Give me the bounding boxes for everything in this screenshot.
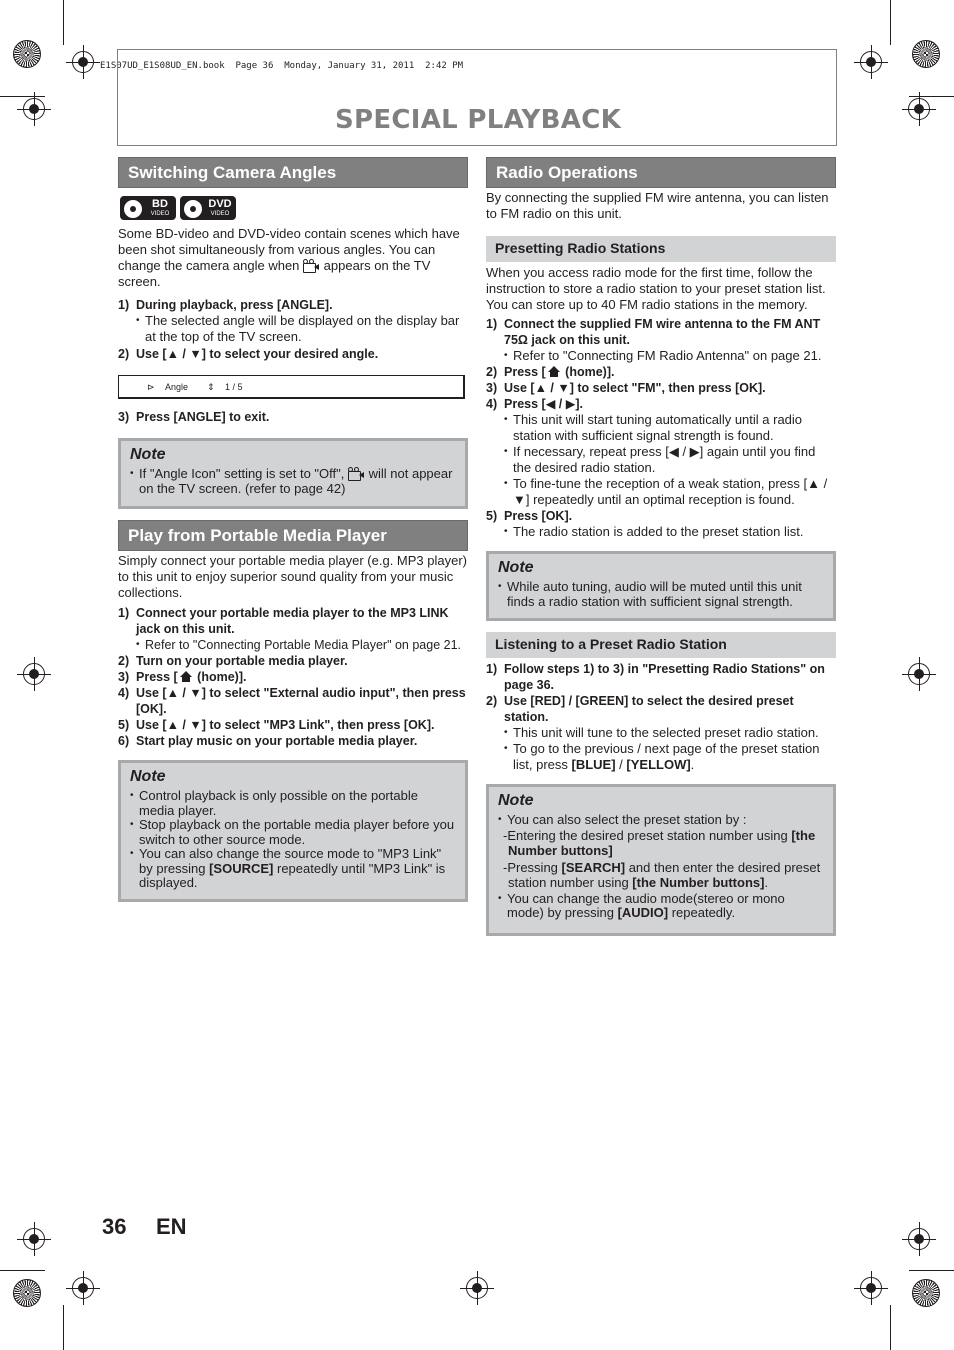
preset-step-4-bullet: • This unit will start tuning automatically until a radio station with sufficient signal strength is found. <box>504 412 836 444</box>
registration-mark <box>860 51 882 73</box>
portable-step-2: 2) Turn on your portable media player. <box>118 654 348 668</box>
note-item: • You can change the audio mode(stereo or mono mode) by pressing [AUDIO] repeatedly. <box>498 892 824 921</box>
starburst-mark <box>13 40 41 68</box>
portable-step-6: 6) Start play music on your portable media player. <box>118 734 418 748</box>
radio-intro: By connecting the supplied FM wire antenna, you can listen to FM radio on this unit. <box>486 190 829 221</box>
left-column <box>118 157 468 902</box>
preset-step-4-bullet: • To fine-tune the reception of a weak station, press [▲ / ▼] repeatedly until an optimal reception is found. <box>504 476 836 508</box>
camera-angle-icon <box>303 259 320 271</box>
preset-step-4-bullet: • If necessary, repeat press [◀ / ▶] again until you find the desired radio station. <box>504 444 836 476</box>
starburst-mark <box>912 1279 940 1307</box>
portable-step-1: 1) Connect your portable media player to the MP3 LINK jack on this unit. • Refer to "Connecting Portable Media Player" on page 21. <box>118 605 468 653</box>
book-header: E1S07UD_E1S08UD_EN.book Page 36 Monday, January 31, 2011 2:42 PM <box>100 61 464 71</box>
crop-mark <box>0 1270 45 1271</box>
crop-mark <box>63 1305 64 1350</box>
listen-note <box>486 784 836 936</box>
note-item: • You can also change the source mode to "MP3 Link" by pressing [SOURCE] repeatedly until "MP3 Link" is displayed. <box>130 847 456 891</box>
disc-icons <box>120 196 468 222</box>
registration-mark <box>908 98 930 120</box>
note-title: Note <box>498 559 534 576</box>
home-icon <box>180 671 192 682</box>
angle-arrow-icon: ⊳ <box>147 382 155 392</box>
title-frame <box>117 49 837 146</box>
registration-mark <box>908 663 930 685</box>
section-heading-portable: Play from Portable Media Player <box>118 520 468 551</box>
note-item: • While auto tuning, audio will be muted until this unit finds a radio station with sufficient signal strength. <box>498 580 824 609</box>
subheading-presetting: Presetting Radio Stations <box>486 236 836 262</box>
portable-step-1-bullet: • Refer to "Connecting Portable Media Player" on page 21. <box>136 637 468 653</box>
note-title: Note <box>498 792 534 809</box>
listen-step-2-bullet: • This unit will tune to the selected preset radio station. <box>504 725 836 741</box>
camera-step-3: 3) Press [ANGLE] to exit. <box>118 410 270 424</box>
listen-step-1: 1) Follow steps 1) to 3) in "Presetting Radio Stations" on page 36. <box>486 662 825 692</box>
camera-step-1: 1) During playback, press [ANGLE]. • The selected angle will be displayed on the display bar at the top of the TV screen. <box>118 297 468 345</box>
updown-icon: ⇕ <box>207 382 215 392</box>
crop-mark <box>0 96 45 97</box>
preset-step-1: 1) Connect the supplied FM wire antenna to the FM ANT 75Ω jack on this unit. • Refer to "Connecting FM Radio Antenna" on page 21. <box>486 316 836 364</box>
crop-mark <box>890 1305 891 1350</box>
preset-step-3: 3) Use [▲ / ▼] to select "FM", then press [OK]. <box>486 381 766 395</box>
preset-step-5-bullet: • The radio station is added to the preset station list. <box>504 524 836 540</box>
preset-step-5: 5) Press [OK]. • The radio station is added to the preset station list. <box>486 508 836 540</box>
note-item: • Stop playback on the portable media player before you switch to other source mode. <box>130 818 456 847</box>
portable-step-3: 3) Press [ (home)]. <box>118 670 247 684</box>
camera-intro: Some BD-video and DVD-video contain scenes which have been shot simultaneously from various angles. You can change the camera angle when appears on the TV screen. <box>118 226 460 289</box>
crop-mark <box>909 1270 954 1271</box>
preset-step-4: 4) Press [◀ / ▶]. • This unit will start tuning automatically until a radio station with sufficient signal strength is found. • If necessary, repeat press [◀ / ▶] again until you find the desired radio station. • To fine-tune the reception of a weak station, press [▲ / ▼] repeatedly until an optimal reception is found. <box>486 396 836 508</box>
registration-mark <box>23 663 45 685</box>
section-heading-camera: Switching Camera Angles <box>118 157 468 188</box>
portable-note <box>118 760 468 902</box>
language-code: EN <box>156 1214 187 1239</box>
camera-angle-icon <box>348 467 365 479</box>
subheading-listening: Listening to a Preset Radio Station <box>486 632 836 658</box>
crop-mark <box>63 0 64 45</box>
registration-mark <box>23 1228 45 1250</box>
registration-mark <box>72 51 94 73</box>
listen-step-2: 2) Use [RED] / [GREEN] to select the desired preset station. • This unit will tune to the selected preset radio station. • To go to the previous / next page of the preset station list, press [BLUE] / [YELLOW]. <box>486 693 836 773</box>
camera-note <box>118 438 468 509</box>
crop-mark <box>890 0 891 45</box>
note-item: • You can also select the preset station by : <box>498 813 824 828</box>
note-dash-item: -Pressing [SEARCH] and then enter the desired preset station number using [the Number buttons]. <box>503 859 821 890</box>
angle-label: Angle <box>165 382 189 392</box>
note-title: Note <box>130 446 166 463</box>
registration-mark <box>72 1277 94 1299</box>
note-item: • If "Angle Icon" setting is set to "Off", will not appear on the TV screen. (refer to page 42) <box>130 467 456 496</box>
starburst-mark <box>13 1279 41 1307</box>
listen-step-2-bullet: • To go to the previous / next page of the preset station list, press [BLUE] / [YELLOW]. <box>504 741 836 773</box>
starburst-mark <box>912 40 940 68</box>
portable-intro: Simply connect your portable media player (e.g. MP3 player) to this unit to enjoy superior sound quality from your music collections. <box>118 553 467 600</box>
note-title: Note <box>130 768 166 785</box>
preset-step-1-bullet: • Refer to "Connecting FM Radio Antenna" on page 21. <box>504 348 836 364</box>
registration-mark <box>860 1277 882 1299</box>
portable-step-5: 5) Use [▲ / ▼] to select "MP3 Link", then press [OK]. <box>118 718 435 732</box>
page-number: 36 <box>102 1214 127 1239</box>
bd-video-icon: BD VIDEO <box>120 196 176 220</box>
preset-step-2: 2) Press [ (home)]. <box>486 365 615 379</box>
angle-display-bar <box>118 375 465 399</box>
home-icon <box>548 366 560 377</box>
right-column <box>486 157 836 936</box>
crop-mark <box>909 96 954 97</box>
registration-mark <box>23 98 45 120</box>
section-heading-radio: Radio Operations <box>486 157 836 188</box>
portable-step-4: 4) Use [▲ / ▼] to select "External audio input", then press [OK]. <box>118 686 466 716</box>
dvd-video-icon: DVD VIDEO <box>180 196 236 220</box>
registration-mark <box>466 1277 488 1299</box>
page-title: SPECIAL PLAYBACK <box>334 105 622 135</box>
note-item: • Control playback is only possible on the portable media player. <box>130 789 456 818</box>
preset-note <box>486 551 836 621</box>
note-dash-item: -Entering the desired preset station number using [the Number buttons] <box>503 827 816 858</box>
camera-step-2: 2) Use [▲ / ▼] to select your desired angle. <box>118 347 379 361</box>
preset-intro: When you access radio mode for the first time, follow the instruction to store a radio station to your preset station list. You can store up to 40 FM radio stations in the memory. <box>486 265 826 312</box>
camera-step-1-bullet: • The selected angle will be displayed on the display bar at the top of the TV screen. <box>136 313 468 345</box>
registration-mark <box>908 1228 930 1250</box>
angle-value: 1 / 5 <box>225 382 243 392</box>
